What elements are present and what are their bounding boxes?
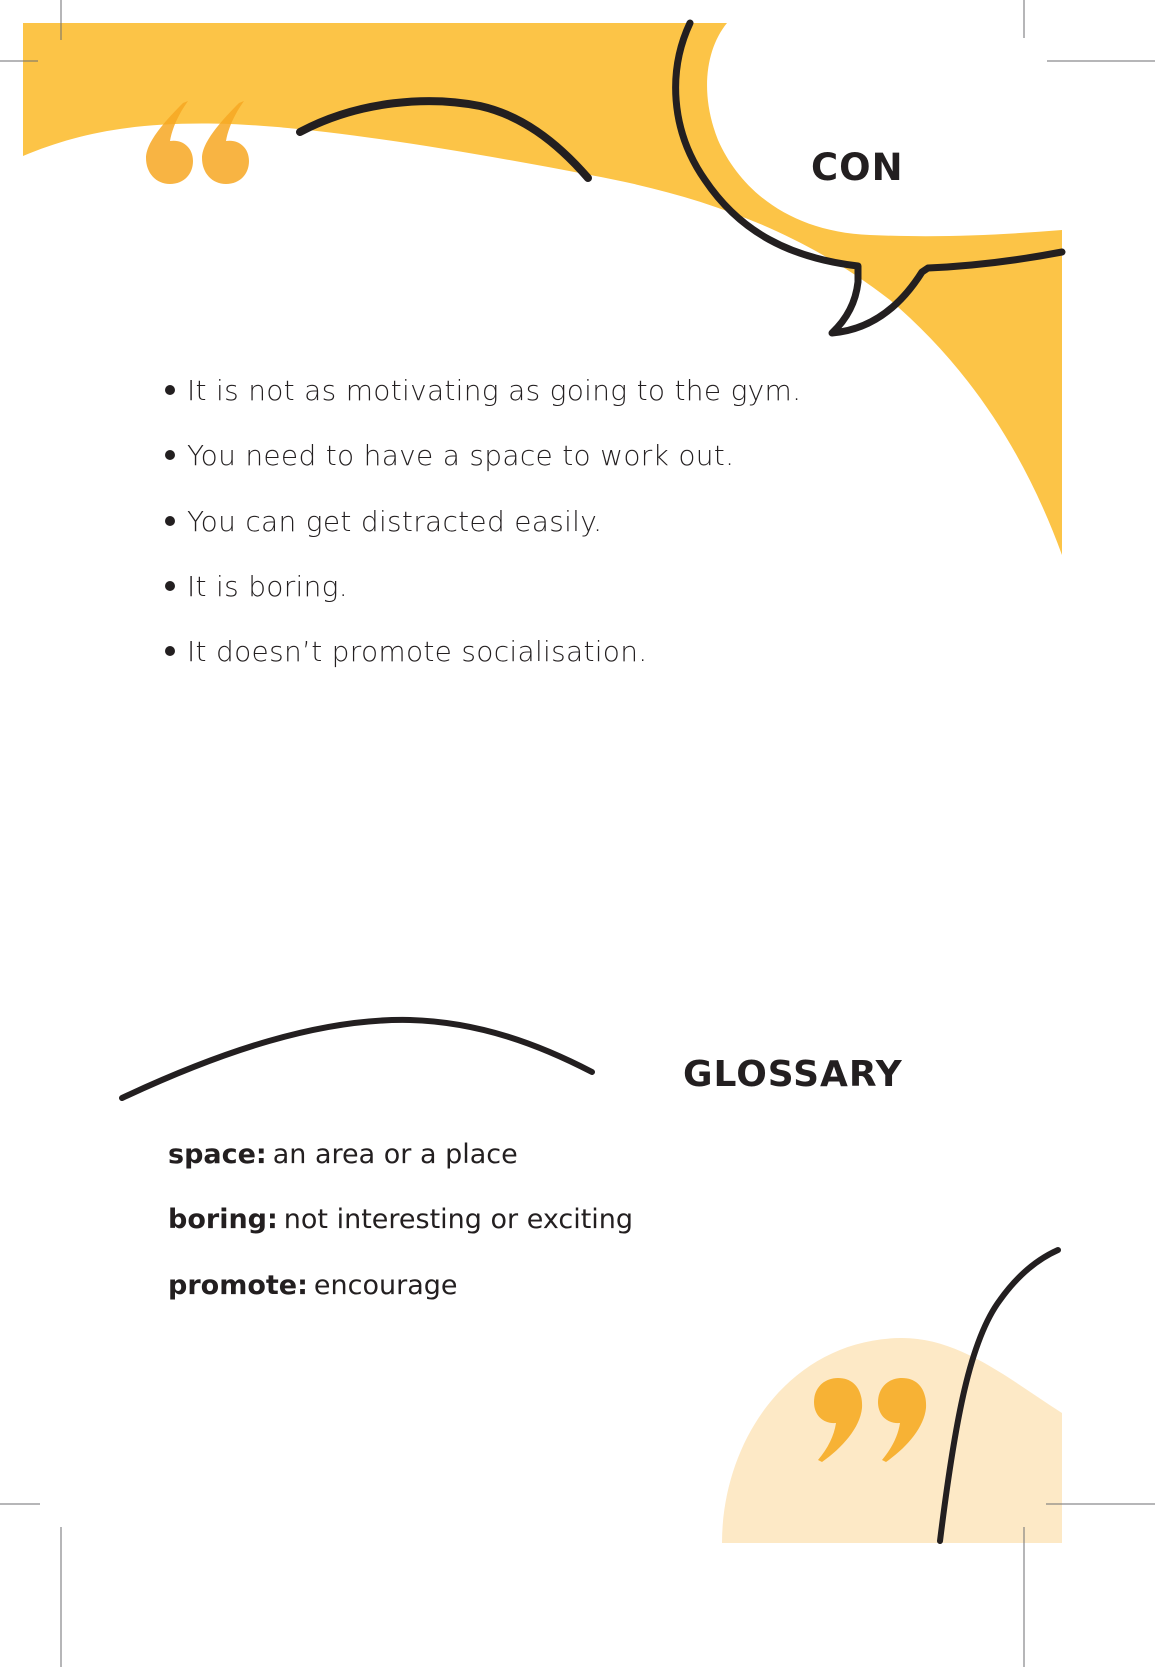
- glossary-entry: [168, 1135, 633, 1200]
- glossary-title: GLOSSARY: [683, 1054, 903, 1095]
- list-item-text: It is not as motivating as going to the gym.: [187, 374, 802, 407]
- glossary-definition: an area or a place: [272, 1139, 518, 1170]
- list-item: [163, 501, 801, 566]
- glossary-term: promote:: [168, 1269, 308, 1301]
- section-title-con: CON: [811, 146, 904, 189]
- glossary-entry: [168, 1266, 633, 1331]
- glossary-entry: [168, 1200, 633, 1265]
- bullet-icon: [165, 450, 175, 460]
- glossary-arc: [122, 1020, 592, 1098]
- open-quote-icon: [138, 95, 260, 187]
- glossary-definition: encourage: [313, 1269, 458, 1301]
- bullet-icon: [165, 646, 175, 656]
- glossary-list: [168, 1135, 633, 1331]
- bullet-icon: [165, 581, 175, 591]
- glossary-definition: not interesting or exciting: [283, 1204, 634, 1236]
- list-item-text: It is boring.: [187, 569, 348, 603]
- list-item: [163, 631, 801, 696]
- glossary-term: boring:: [168, 1204, 278, 1236]
- cons-list: [163, 370, 801, 696]
- list-item: [163, 435, 801, 500]
- list-item-text: It doesn’t promote socialisation.: [187, 635, 648, 669]
- list-item-text: You can get distracted easily.: [187, 504, 603, 538]
- bullet-icon: [165, 385, 175, 395]
- list-item: [163, 566, 801, 631]
- close-quote-icon: [810, 1376, 935, 1466]
- bullet-icon: [165, 516, 175, 526]
- glossary-term: space:: [168, 1139, 267, 1170]
- list-item: [163, 370, 801, 435]
- list-item-text: You need to have a space to work out.: [187, 439, 735, 473]
